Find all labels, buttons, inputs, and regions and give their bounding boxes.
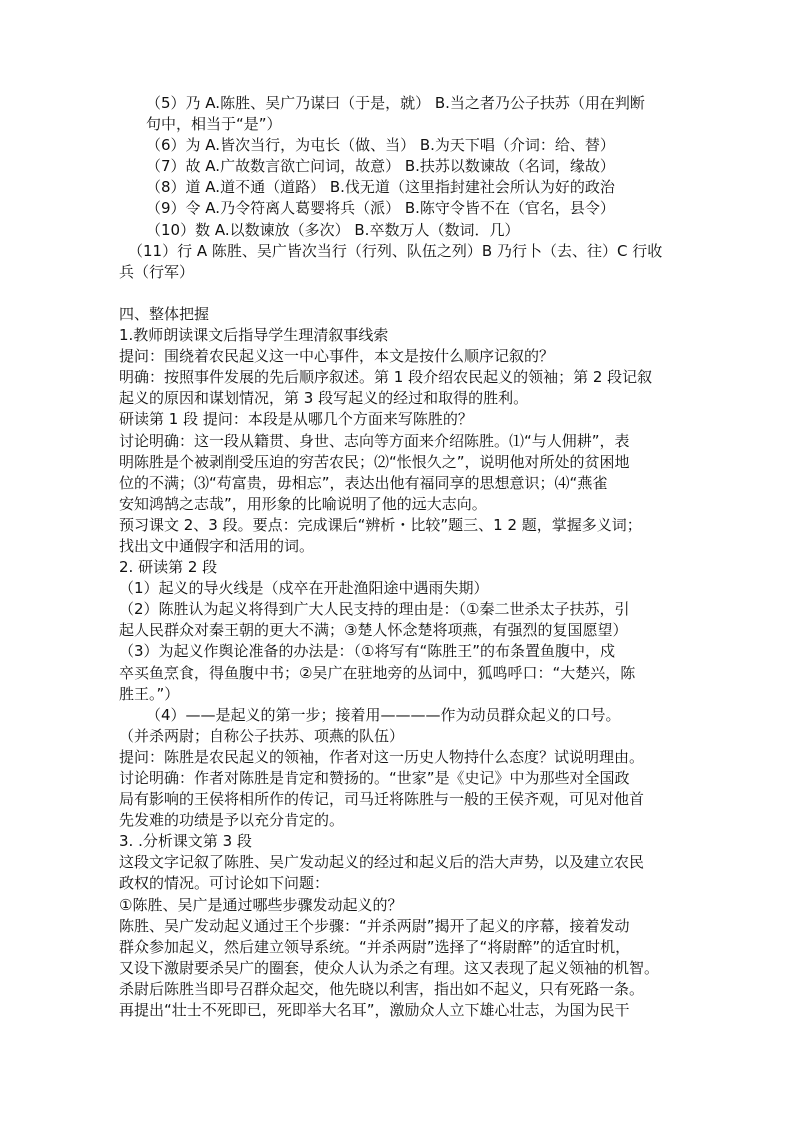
text-line: 卒买鱼烹食，得鱼腹中书；②吴广在驻地旁的丛词中，狐鸣呼口：“大楚兴，陈	[119, 663, 636, 682]
text-line: 2. 研读第 2 段	[119, 558, 218, 577]
text-line: 研读第 1 段 提问：本段是从哪几个方面来写陈胜的？	[119, 410, 473, 429]
blank-line	[119, 283, 679, 304]
text-line: 明确：按照事件发展的先后顺序叙述。第 1 段介绍农民起义的领袖；第 2 段记叙	[119, 368, 653, 387]
text-line: 句中，相当于“是”）	[146, 115, 282, 134]
text-line: （10）数 A.以数谏放（多次） B.卒数万人（数词．几）	[146, 220, 520, 239]
text-line: 位的不满；⑶“苟富贵，毋相忘”，表达出他有福同享的思想意识；⑷“燕雀	[119, 473, 608, 492]
text-line: （8）道 A.道不通（道路） B.伐无道（这里指封建社会所认为好的政治	[146, 178, 615, 197]
text-line: 这段文字记叙了陈胜、吴广发动起义的经过和起义后的浩大声势，以及建立农民	[119, 853, 645, 872]
text-line: 预习课文 2、3 段。要点：完成课后“辨析・比较”题三、1 2 题，掌握多义词；	[119, 515, 642, 534]
text-line: （3）为起义作舆论准备的办法是：（①将写有“陈胜王”的布条置鱼腹中，戍	[119, 642, 616, 661]
text-line: 又设下激尉要杀吴广的圈套，使众人认为杀之有理。这又表现了起义领袖的机智。	[119, 958, 660, 977]
text-line: 提问：陈胜是农民起义的领袖，作者对这一历史人物持什么态度？试说明理由。	[119, 747, 645, 766]
text-line: 安知鸿鹄之志哉”，用形象的比喻说明了他的远大志向。	[119, 494, 487, 513]
text-line: （6）为 A.皆次当行，为屯长（做、当） B.为天下唱（介词：给、替）	[146, 136, 615, 155]
text-line: 陈胜、吴广发动起义通过王个步骤：“并杀两尉”揭开了起义的序幕，接着发动	[119, 916, 630, 935]
text-line: 政权的情况。可讨论如下问题：	[119, 874, 330, 893]
text-line: （并杀两尉；自称公子扶苏、项燕的队伍）	[119, 726, 405, 745]
text-line: （4）——是起义的第一步；接着用————作为动员群众起义的口号。	[146, 705, 621, 724]
text-line: 讨论明确：这一段从籍贯、身世、志向等方面来介绍陈胜。⑴“与人佣耕”，表	[119, 431, 630, 450]
text-line: 群众参加起义，然后建立领导系统。“并杀两尉”选择了“将尉醉”的适宜时机，	[119, 937, 631, 956]
text-line: 明陈胜是个被剥削受压迫的穷苦农民；⑵“怅恨久之”，说明他对所处的贫困地	[119, 452, 630, 471]
text-line: 1.教师朗读课文后指导学生理清叙事线索	[119, 326, 389, 345]
text-line: （11）行 A 陈胜、吴广皆次当行（行列、队伍之列）B 乃行卜（去、往）C 行收	[128, 241, 663, 260]
text-line: 找出文中通假字和活用的词。	[119, 536, 315, 555]
document-body	[119, 93, 679, 1021]
text-line: 先发难的功绩是予以充分肯定的。	[119, 811, 345, 830]
text-line: 提问：围绕着农民起义这一中心事件，本文是按什么顺序记叙的？	[119, 347, 555, 366]
text-line: 杀尉后陈胜当即号召群众起交，他先晓以利害，指出如不起义，只有死路一条。	[119, 979, 645, 998]
text-line: 3. .分析课文第 3 段	[119, 832, 252, 851]
text-line: （9）令 A.乃令符离人葛婴将兵（派） B.陈守令皆不在（官名，县令）	[146, 199, 615, 218]
text-line: 起人民群众对秦王朝的更大不满；③楚人怀念楚将项燕，有强烈的复国愿望）	[119, 621, 628, 640]
text-line: （2）陈胜认为起义将得到广大人民支持的理由是：（①秦二世杀太子扶苏，引	[119, 600, 630, 619]
text-line: 讨论明确：作者对陈胜是肯定和赞扬的。“世家”是《史记》中为那些对全国政	[119, 769, 630, 787]
text-line: 四、整体把握	[119, 304, 210, 323]
text-line: 起义的原因和谋划情况，第 3 段写起义的经过和取得的胜利。	[119, 389, 529, 408]
text-line: ①陈胜、吴广是通过哪些步骤发动起义的？	[119, 895, 403, 914]
text-line: 局有影响的王侯将相所作的传记，司马迁将陈胜与一般的王侯齐观，可见对他首	[119, 790, 645, 809]
text-line: （1）起义的导火线是（戍卒在开赴渔阳途中遇雨失期）	[119, 579, 489, 598]
text-line: （7）故 A.广故数言欲亡问词，故意） B.扶苏以数谏故（名词，缘故）	[146, 157, 615, 176]
text-line: （5）乃 A.陈胜、吴广乃谋曰（于是，就） B.当之者乃公子扶苏（用在判断	[146, 94, 645, 112]
text-line: 再提出“壮士不死即已，死即举大名耳”，激励众人立下雄心壮志，为国为民干	[119, 1001, 630, 1020]
text-line: 胜王。”）	[119, 684, 180, 703]
text-line: 兵（行军）	[119, 262, 195, 281]
